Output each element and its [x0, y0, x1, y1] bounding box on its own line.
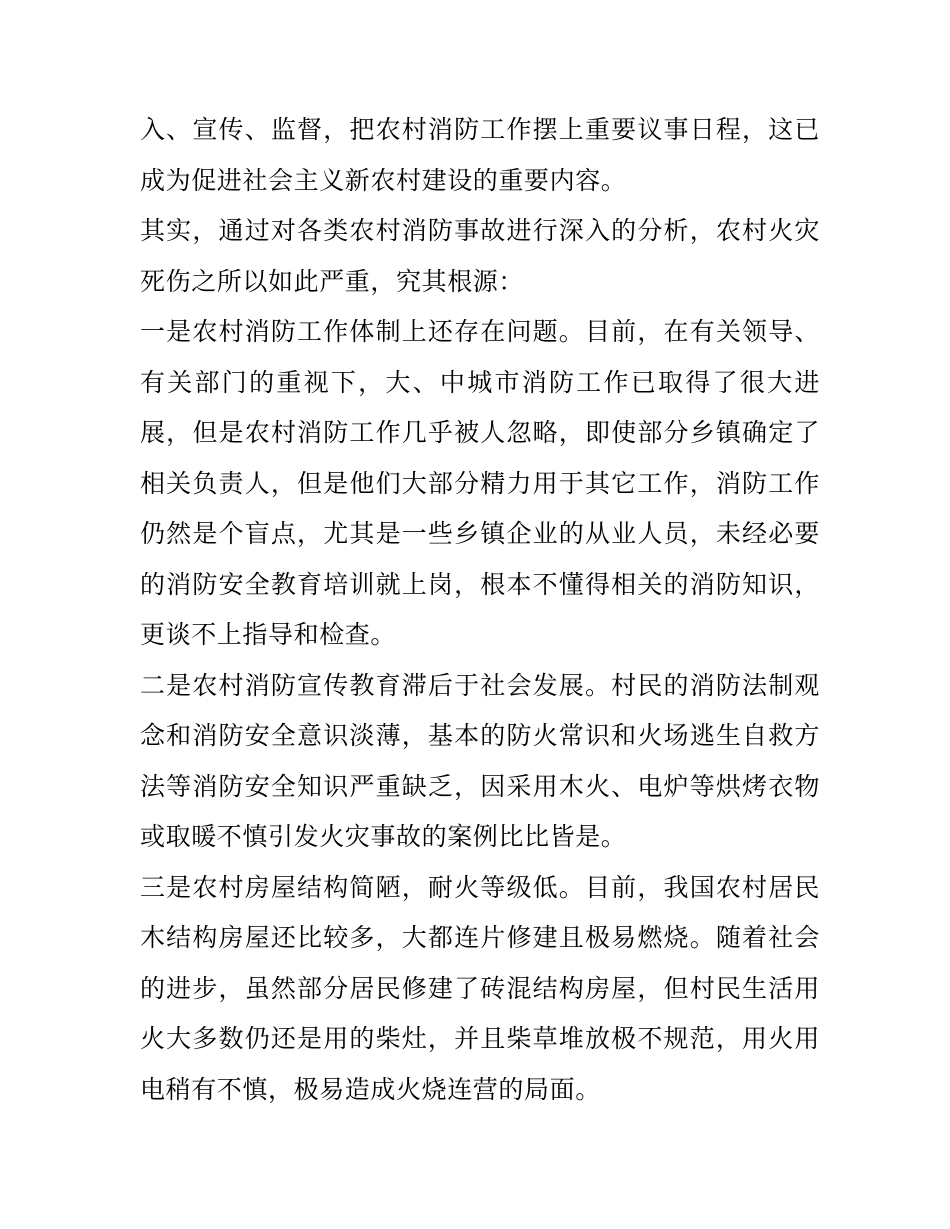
document-body	[140, 105, 820, 1115]
paragraph-5: 三是农村房屋结构简陋，耐火等级低。目前，我国农村居民木结构房屋还比较多，大都连片修建且极易燃烧。随着社会的进步，虽然部分居民修建了砖混结构房屋，但村民生活用火大多数仍还是用的柴灶，并且柴草堆放极不规范，用火用电稍有不慎，极易造成火烧连营的局面。	[140, 872, 820, 1104]
paragraph-2: 其实，通过对各类农村消防事故进行深入的分析，农村火灾死伤之所以如此严重，究其根源：	[140, 216, 820, 296]
paragraph-4: 二是农村消防宣传教育滞后于社会发展。村民的消防法制观念和消防安全意识淡薄，基本的防火常识和火场逃生自救方法等消防安全知识严重缺乏，因采用木火、电炉等烘烤衣物或取暖不慎引发火灾事故的案例比比皆是。	[140, 670, 820, 851]
paragraph-1: 入、宣传、监督，把农村消防工作摆上重要议事日程，这已成为促进社会主义新农村建设的重要内容。	[140, 115, 820, 195]
paragraph-3: 一是农村消防工作体制上还存在问题。目前，在有关领导、有关部门的重视下，大、中城市消防工作已取得了很大进展，但是农村消防工作几乎被人忽略，即使部分乡镇确定了相关负责人，但是他们大部分精力用于其它工作，消防工作仍然是个盲点，尤其是一些乡镇企业的从业人员，未经必要的消防安全教育培训就上岗，根本不懂得相关的消防知识，更谈不上指导和检查。	[140, 317, 820, 649]
